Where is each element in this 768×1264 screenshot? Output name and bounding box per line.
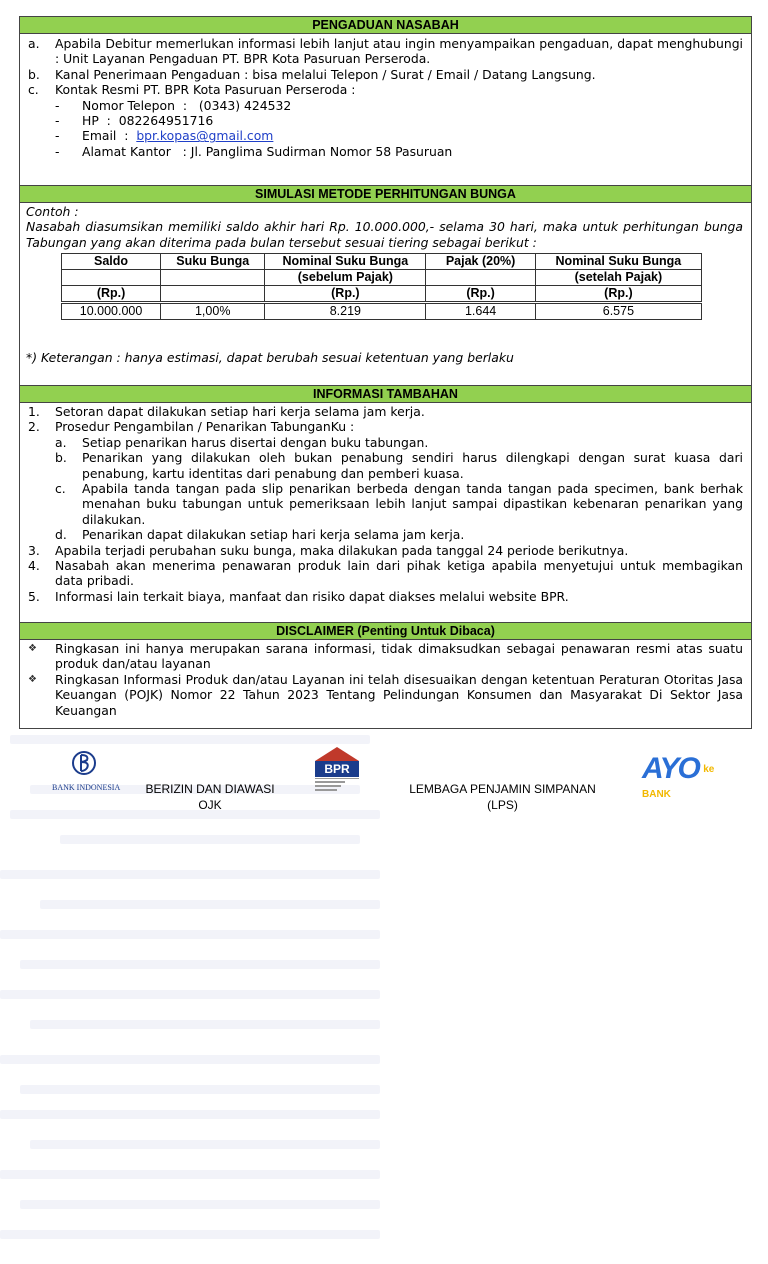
bpr-logo: BPR (313, 745, 361, 797)
section-header-informasi: INFORMASI TAMBAHAN (20, 385, 751, 403)
pengaduan-body (20, 34, 751, 185)
simulasi-text: Nasabah diasumsikan memiliki saldo akhir hari Rp. 10.000.000,- selama 30 hari, maka untuk perhitungan bunga Tabungan yang akan diterima pada bulan tersebut sesuai tiering sebagai berikut : (26, 219, 743, 250)
list-item: 2. Prosedur Pengambilan / Penarikan TabunganKu : (28, 419, 355, 435)
lps-text: LEMBAGA PENJAMIN SIMPANAN (LPS) (409, 782, 596, 812)
contact-phone: - Nomor Telepon : (0343) 424532 (55, 97, 292, 113)
table-cell: 6.575 (535, 303, 701, 320)
list-item: ❖ Ringkasan Informasi Produk dan/atau Layanan ini telah disesuaikan dengan ketentuan Peraturan Otoritas Jasa Keuangan (POJK) Nomor 22 Tahun 2023 Tentang Pelindungan Konsumen dan Masyarakat Di Sektor Jasa Keuangan (28, 671, 743, 718)
ojk-text: BERIZIN DAN DIAWASI OJK (145, 782, 275, 812)
list-item: c. Kontak Resmi PT. BPR Kota Pasuruan Perseroda : (28, 82, 743, 97)
table-header: (Rp.) (426, 286, 535, 303)
table-header: (sebelum Pajak) (265, 270, 426, 286)
pengaduan-item-c: Kontak Resmi PT. BPR Kota Pasuruan Perseroda : (55, 82, 356, 98)
simulasi-table (61, 253, 702, 320)
bank-indonesia-icon (72, 749, 96, 779)
table-cell: 1.644 (426, 303, 535, 320)
list-item: 1. Setoran dapat dilakukan setiap hari kerja selama jam kerja. (28, 404, 425, 419)
table-header: Saldo (62, 254, 161, 270)
table-header: (setelah Pajak) (535, 270, 701, 286)
table-header: Nominal Suku Bunga (535, 254, 701, 270)
list-item: 3. Apabila terjadi perubahan suku bunga, maka dilakukan pada tanggal 24 periode berikutnya. (28, 542, 629, 558)
table-header: Suku Bunga (161, 254, 265, 270)
list-item: b. Penarikan yang dilakukan oleh bukan penabung sendiri harus dilengkapi dengan surat kuasa dari penabung, kartu identitas dari penabung dan pemberi kuasa. (55, 450, 743, 481)
list-item: c. Apabila tanda tangan pada slip penarikan berbeda dengan tanda tangan pada specimen, bank berhak menahan buku tabungan untuk pemeriksaan lebih lanjut sampai dipastikan kebenaran penarikan yang dilakukan. (55, 481, 743, 527)
list-item: b. Kanal Penerimaan Pengaduan : bisa melalui Telepon / Surat / Email / Datang Langsung. (28, 67, 743, 82)
bullet-icon: ❖ (28, 673, 37, 685)
bank-indonesia-logo: BANK INDONESIA (52, 749, 116, 797)
email-link[interactable]: bpr.kopas@gmail.com (136, 128, 274, 144)
list-item: d. Penarikan dapat dilakukan setiap hari kerja selama jam kerja. (55, 527, 465, 543)
list-item: a. Apabila Debitur memerlukan informasi lebih lanjut atau ingin menyampaikan pengaduan, dapat menghubungi : Unit Layanan Pengaduan PT. BPR Kota Pasuruan Perseroda. (28, 36, 743, 67)
keterangan-note: *) Keterangan : hanya estimasi, dapat berubah sesuai ketentuan yang berlaku (26, 350, 514, 366)
list-item: a. Setiap penarikan harus disertai dengan buku tabungan. (55, 434, 429, 450)
disclaimer-body (20, 640, 751, 718)
table-header (426, 270, 535, 286)
document-frame (19, 16, 752, 729)
section-header-pengaduan: PENGADUAN NASABAH (20, 17, 751, 34)
table-header: (Rp.) (535, 286, 701, 303)
contact-email: - Email : bpr.kopas@gmail.com (55, 128, 274, 144)
table-header: (Rp.) (62, 286, 161, 303)
table-cell: 10.000.000 (62, 303, 161, 320)
section-header-disclaimer: DISCLAIMER (Penting Untuk Dibaca) (20, 622, 751, 640)
pengaduan-item-a: Apabila Debitur memerlukan informasi lebih lanjut atau ingin menyampaikan pengaduan, dapat menghubungi : Unit Layanan Pengaduan PT. BPR Kota Pasuruan Perseroda. (55, 36, 743, 67)
table-header: (Rp.) (265, 286, 426, 303)
list-item: 4. Nasabah akan menerima penawaran produk lain dari pihak ketiga apabila menyetujui untuk membagikan data pribadi. (28, 558, 743, 589)
table-header: Nominal Suku Bunga (265, 254, 426, 270)
contoh-label: Contoh : (26, 204, 79, 219)
table-header (62, 270, 161, 286)
ayo-ke-bank-logo: AYO $^{ke BANK}$ (642, 752, 715, 800)
list-item: 5. Informasi lain terkait biaya, manfaat dan risiko dapat diakses melalui website BPR. (28, 588, 569, 604)
table-cell: 8.219 (265, 303, 426, 320)
table-row (62, 303, 702, 320)
section-header-simulasi: SIMULASI METODE PERHITUNGAN BUNGA (20, 185, 751, 203)
contact-address: - Alamat Kantor : Jl. Panglima Sudirman Nomor 58 Pasuruan (55, 143, 453, 159)
table-header (161, 286, 265, 303)
pengaduan-item-b: Kanal Penerimaan Pengaduan : bisa melalui Telepon / Surat / Email / Datang Langsung. (55, 66, 596, 82)
informasi-body (20, 403, 751, 622)
list-item: ❖ Ringkasan ini hanya merupakan sarana informasi, tidak dimaksudkan sebagai penawaran resmi atas suatu produk dan/atau layanan (28, 641, 743, 672)
simulasi-body (20, 203, 751, 385)
table-header: Pajak (20%) (426, 254, 535, 270)
bullet-icon: ❖ (28, 643, 37, 654)
footer-logos (0, 745, 768, 825)
contact-hp: - HP : 082264951716 (55, 113, 214, 129)
table-header (161, 270, 265, 286)
table-cell: 1,00% (161, 303, 265, 320)
